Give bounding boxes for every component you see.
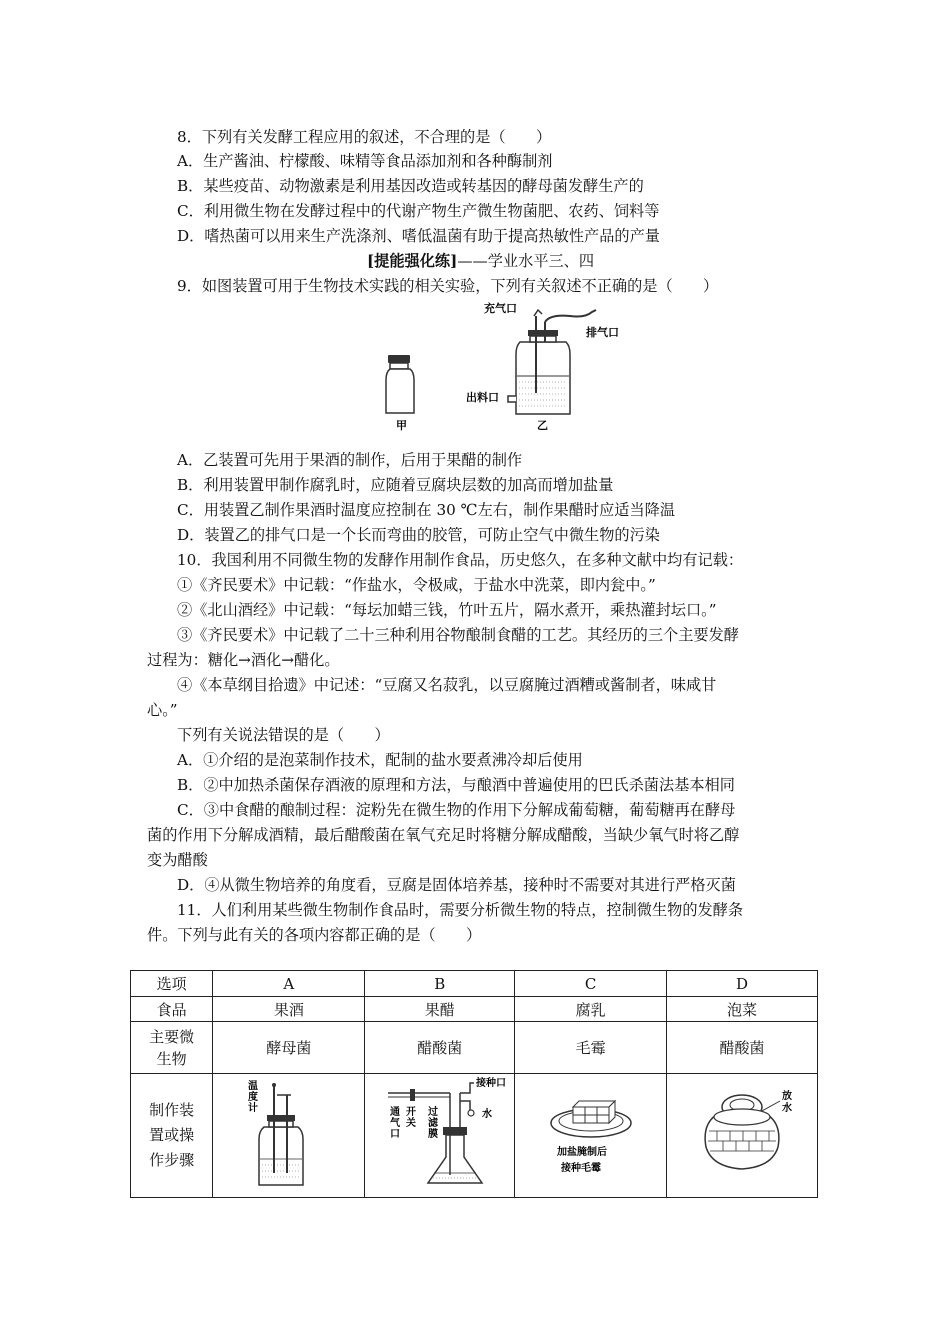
label-a-thermo-1: 温 (247, 1080, 258, 1092)
label-b-water: 水 (481, 1108, 492, 1120)
row-header-device (131, 1074, 213, 1198)
cell-option-b: B (365, 971, 515, 997)
cell-food-b: 果醋 (365, 997, 515, 1022)
cell-microbe-c: 毛霉 (515, 1022, 667, 1074)
q10-record-4-cont: 心。” (147, 701, 178, 719)
row-header-device-line-3: 作步骤 (149, 1151, 195, 1169)
label-yi: 乙 (537, 419, 548, 432)
row-header-microbe-line-2: 生物 (156, 1049, 187, 1068)
cell-option-d: D (667, 971, 818, 997)
section-heading (367, 250, 594, 272)
label-d-water-2: 水 (782, 1102, 793, 1114)
q10-option-d: D．④从微生物培养的角度看，豆腐是固体培养基，接种时不需要对其进行严格灭菌 (177, 876, 736, 894)
cell-food-c: 腐乳 (515, 997, 667, 1022)
q11-stem-cont: 件。下列与此有关的各项内容都正确的是（ ） (147, 926, 482, 944)
cell-device-c (515, 1074, 667, 1198)
label-b-inoculate: 接种口 (475, 1077, 506, 1089)
q10-record-2: ②《北山酒经》中记载：“每坛加蜡三钱，竹叶五片，隔水煮开，乘热灌封坛口。” (177, 601, 717, 619)
label-c-caption-1: 加盐腌制后 (556, 1146, 607, 1158)
q8-option-b: B．某些疫苗、动物激素是利用基因改造或转基因的酵母菌发酵生产的 (177, 177, 644, 195)
q10-stem: 10．我国利用不同微生物的发酵作用制作食品，历史悠久，在多种文献中均有记载： (177, 551, 744, 569)
figure-c-tofu-plate (521, 1075, 661, 1193)
label-b-vent-2: 气 (389, 1117, 400, 1129)
label-b-filter-3: 膜 (427, 1128, 438, 1140)
label-outlet: 排气口 (586, 326, 619, 339)
cell-option-a: A (213, 971, 365, 997)
figure-b-vinegar-flask (370, 1075, 510, 1193)
q10-record-3: ③《齐民要术》中记载了二十三种利用谷物酿制食醋的工艺。其经历的三个主要发酵 (177, 626, 739, 644)
q8-option-a: A．生产酱油、柠檬酸、味精等食品添加剂和各种酶制剂 (177, 152, 553, 170)
row-header-device-line-1: 制作装 (149, 1101, 195, 1119)
cell-device-b (365, 1074, 515, 1198)
cell-microbe-b: 醋酸菌 (365, 1022, 515, 1074)
cell-device-d (667, 1074, 818, 1198)
q10-option-c: C．③中食醋的酿制过程：淀粉先在微生物的作用下分解成葡萄糖，葡萄糖再在酵母 (177, 801, 736, 819)
cell-microbe-a: 酵母菌 (213, 1022, 365, 1074)
label-jia: 甲 (396, 419, 407, 432)
q8-option-d: D．嗜热菌可以用来生产洗涤剂、嗜低温菌有助于提高热敏性产品的产量 (177, 227, 660, 245)
q9-option-a: A．乙装置可先用于果酒的制作，后用于果醋的制作 (177, 451, 523, 469)
row-header-device-line-2: 置或操 (149, 1126, 195, 1144)
label-a-thermo-3: 计 (247, 1102, 258, 1114)
label-b-filter-1: 过 (427, 1106, 438, 1118)
label-b-switch-2: 关 (405, 1117, 416, 1129)
q10-record-3-cont: 过程为：糖化→酒化→醋化。 (147, 651, 340, 669)
cell-food-d: 泡菜 (667, 997, 818, 1022)
label-inlet: 充气口 (484, 302, 517, 315)
table-row-device (131, 1074, 818, 1198)
q11-table (130, 970, 818, 1198)
q10-record-1: ①《齐民要术》中记载：“作盐水，令极咸，于盐水中洗菜，即内瓮中。” (177, 576, 656, 594)
table-row-option (131, 971, 818, 997)
label-b-vent-1: 通 (389, 1106, 400, 1118)
figure-a-wine-bottle (219, 1075, 359, 1193)
q10-option-c-cont1: 菌的作用下分解成酒精，最后醋酸菌在氧气充足时将糖分解成醋酸，当缺少氧气时将乙醇 (147, 826, 740, 844)
label-b-switch-1: 开 (405, 1106, 416, 1118)
cell-device-a (213, 1074, 365, 1198)
row-header-microbe (131, 1022, 213, 1074)
q8-option-c: C．利用微生物在发酵过程中的代谢产物生产微生物菌肥、农药、饲料等 (177, 202, 660, 220)
q9-figure (370, 298, 640, 438)
figure-d-pickle-jar (672, 1075, 812, 1193)
bottle-yi (508, 310, 596, 414)
q10-record-4: ④《本草纲目拾遗》中记述：“豆腐又名菽乳，以豆腐腌过酒糟或酱制者，味咸甘 (177, 676, 717, 694)
q9-stem: 9．如图装置可用于生物技术实践的相关实验，下列有关叙述不正确的是（ ） (177, 277, 719, 295)
q9-option-c: C．用装置乙制作果酒时温度应控制在 30 ℃左右，制作果醋时应适当降温 (177, 501, 676, 519)
q10-question: 下列有关说法错误的是（ ） (177, 726, 390, 744)
label-a-thermo-2: 度 (247, 1091, 258, 1103)
section-heading-rest: ——学业水平三、四 (457, 252, 594, 270)
q10-option-a: A．①介绍的是泡菜制作技术，配制的盐水要煮沸冷却后使用 (177, 751, 583, 769)
label-b-vent-3: 口 (389, 1128, 400, 1140)
cell-option-c: C (515, 971, 667, 997)
row-header-food: 食品 (131, 997, 213, 1022)
q10-option-b: B．②中加热杀菌保存酒液的原理和方法，与酿酒中普遍使用的巴氏杀菌法基本相同 (177, 776, 735, 794)
q8-stem: 8．下列有关发酵工程应用的叙述，不合理的是（ ） (177, 128, 552, 146)
cell-food-a: 果酒 (213, 997, 365, 1022)
table-row-microbe (131, 1022, 818, 1074)
row-header-microbe-line-1: 主要微 (149, 1027, 195, 1046)
row-header-option: 选项 (131, 971, 213, 997)
table-row-food (131, 997, 818, 1022)
label-c-caption-2: 接种毛霉 (560, 1162, 601, 1174)
q9-option-d: D．装置乙的排气口是一个长而弯曲的胶管，可防止空气中微生物的污染 (177, 526, 660, 544)
label-discharge: 出料口 (466, 391, 499, 404)
q9-option-b: B．利用装置甲制作腐乳时，应随着豆腐块层数的加高而增加盐量 (177, 476, 614, 494)
label-b-filter-2: 滤 (427, 1117, 438, 1129)
bottle-jia (386, 355, 414, 413)
cell-microbe-d: 醋酸菌 (667, 1022, 818, 1074)
q10-option-c-cont2: 变为醋酸 (147, 851, 208, 869)
label-d-water-1: 放 (782, 1090, 793, 1102)
q11-stem: 11．人们利用某些微生物制作食品时，需要分析微生物的特点，控制微生物的发酵条 (177, 901, 744, 919)
section-heading-bracket: [提能强化练] (367, 252, 458, 270)
